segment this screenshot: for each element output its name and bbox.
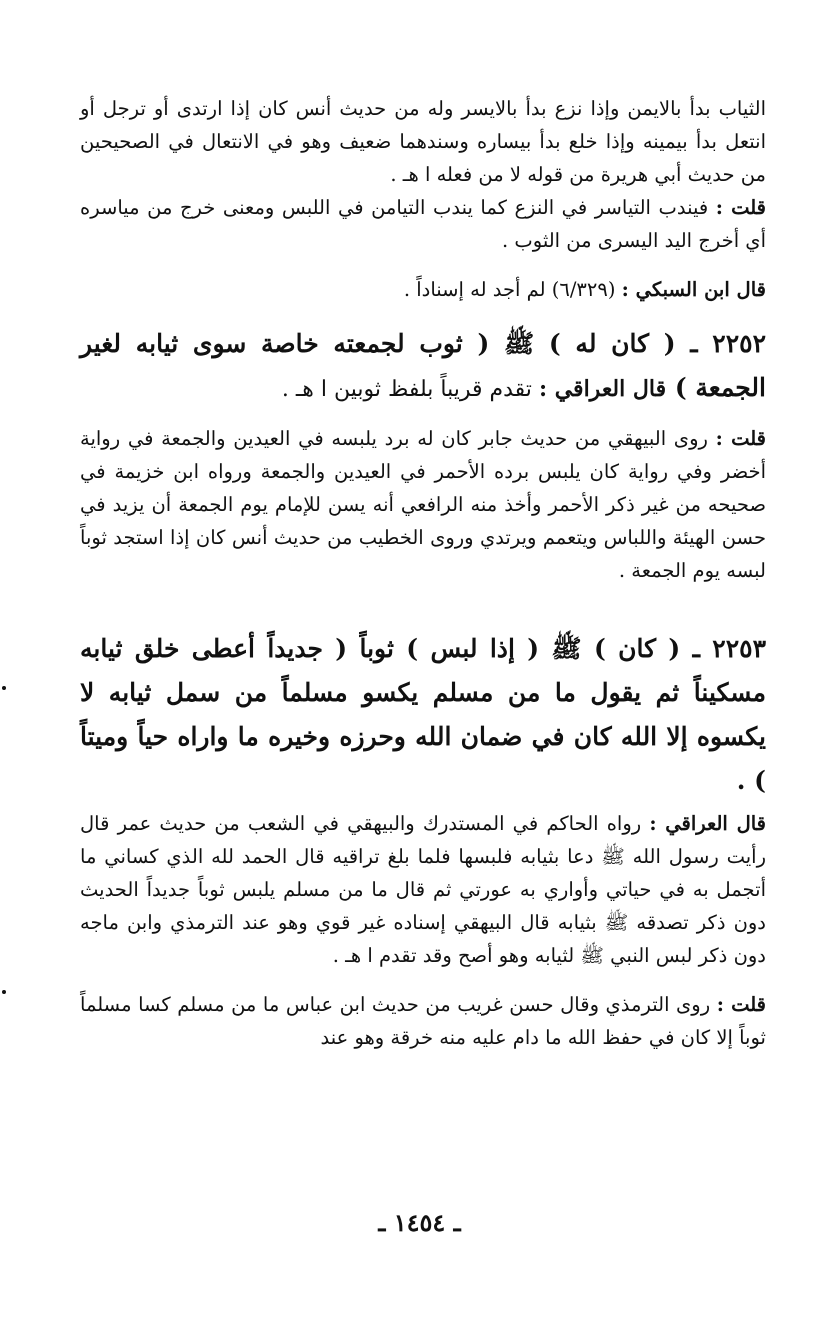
hadith-2252-note: تقدم قريباً بلفظ ثوبين ا هـ . (281, 377, 532, 402)
paragraph-2-lead: قلت : (715, 196, 766, 219)
paragraph-1-text: الثياب بدأ بالايمن وإذا نزع بدأ بالايسر وله من حديث أنس كان إذا ارتدى أو ترجل أو انتعل بدأ بيمينه وإذا خلع بدأ بيساره وسندهما ضعيف وهو في الانتعال في الصحيحين من حديث أبي هريرة من قوله لا من فعله ا هـ . (80, 97, 766, 186)
paragraph-4-text: روى البيهقي من حديث جابر كان له برد يلبسه في العيدين والجمعة في رواية أخضر وفي رواية كان يلبس برده الأحمر في العيدين والجمعة ورواه ابن خزيمة في صحيحه من غير ذكر الأحمر وأخذ منه الرافعي أنه يسن للإمام يوم الجمعة أن يزيد في حسن الهيئة واللباس ويتعمم ويرتدي وروى الخطيب من حديث أنس كان إذا استجد ثوباً لبسه يوم الجمعة . (80, 427, 766, 582)
paragraph-2-text: فيندب التياسر في النزع كما يندب التيامن في اللبس ومعنى خرج من مياسره أي أخرج اليد اليسرى من الثوب . (80, 196, 766, 252)
paragraph-6-text: روى الترمذي وقال حسن غريب من حديث ابن عباس ما من مسلم كسا مسلماً ثوباً إلا كان في حفظ الله ما دام عليه منه خرقة وهو عند (80, 993, 766, 1049)
paragraph-3-lead: قال ابن السبكي : (621, 278, 766, 301)
paragraph-4 (80, 422, 766, 587)
hadith-2252-text: ٢٢٥٢ ـ ( كان له ) ﷺ ( ثوب لجمعته خاصة سوى ثيابه لغير الجمعة ) (80, 329, 766, 402)
hadith-2252-lead: قال العراقي : (538, 376, 667, 402)
margin-mark-top (2, 686, 6, 690)
hadith-2252-commentary (282, 377, 666, 402)
paragraph-6-lead: قلت : (716, 993, 766, 1016)
hadith-2253: ٢٢٥٣ ـ ( كان ) ﷺ ( إذا لبس ) ثوباً ( جديداً أعطى خلق ثيابه مسكيناً ثم يقول ما من مسلم يكسو مسلماً من سمل ثيابه لا يكسوه إلا الله كان في ضمان الله وحرزه وخيره ما واراه حياً وميتاً ) . (80, 634, 766, 795)
paragraph-3 (80, 273, 766, 306)
page-body (80, 92, 766, 1054)
page-number: ـ ١٤٥٤ ـ (378, 1208, 461, 1237)
paragraph-3-text: (٦/٣٢٩) لم أجد له إسناداً . (403, 278, 616, 301)
paragraph-5-text: رواه الحاكم في المستدرك والبيهقي في الشعب من حديث عمر قال رأيت رسول الله ﷺ دعا بثيابه فلبسها فلما بلغ تراقيه قال الحمد لله الذي كساني ما أتجمل به في حياتي وأواري به عورتي ثم قال ما من مسلم يلبس ثوباً جديداً الحديث دون ذكر تصدقه ﷺ بثيابه قال البيهقي إسناده غير قوي وهو عند الترمذي وابن ماجه دون ذكر لبس النبي ﷺ لثيابه وهو أصح وقد تقدم ا هـ . (80, 812, 766, 967)
margin-mark-bottom (2, 990, 6, 994)
hadith-2252 (80, 322, 766, 412)
paragraph-5 (80, 807, 766, 972)
hadith-2253-block (80, 627, 766, 803)
paragraph-2 (80, 191, 766, 257)
paragraph-5-lead: قال العراقي : (649, 812, 767, 835)
paragraph-4-lead: قلت : (715, 427, 766, 450)
paragraph-6 (80, 988, 766, 1054)
paragraph-1 (80, 92, 766, 191)
